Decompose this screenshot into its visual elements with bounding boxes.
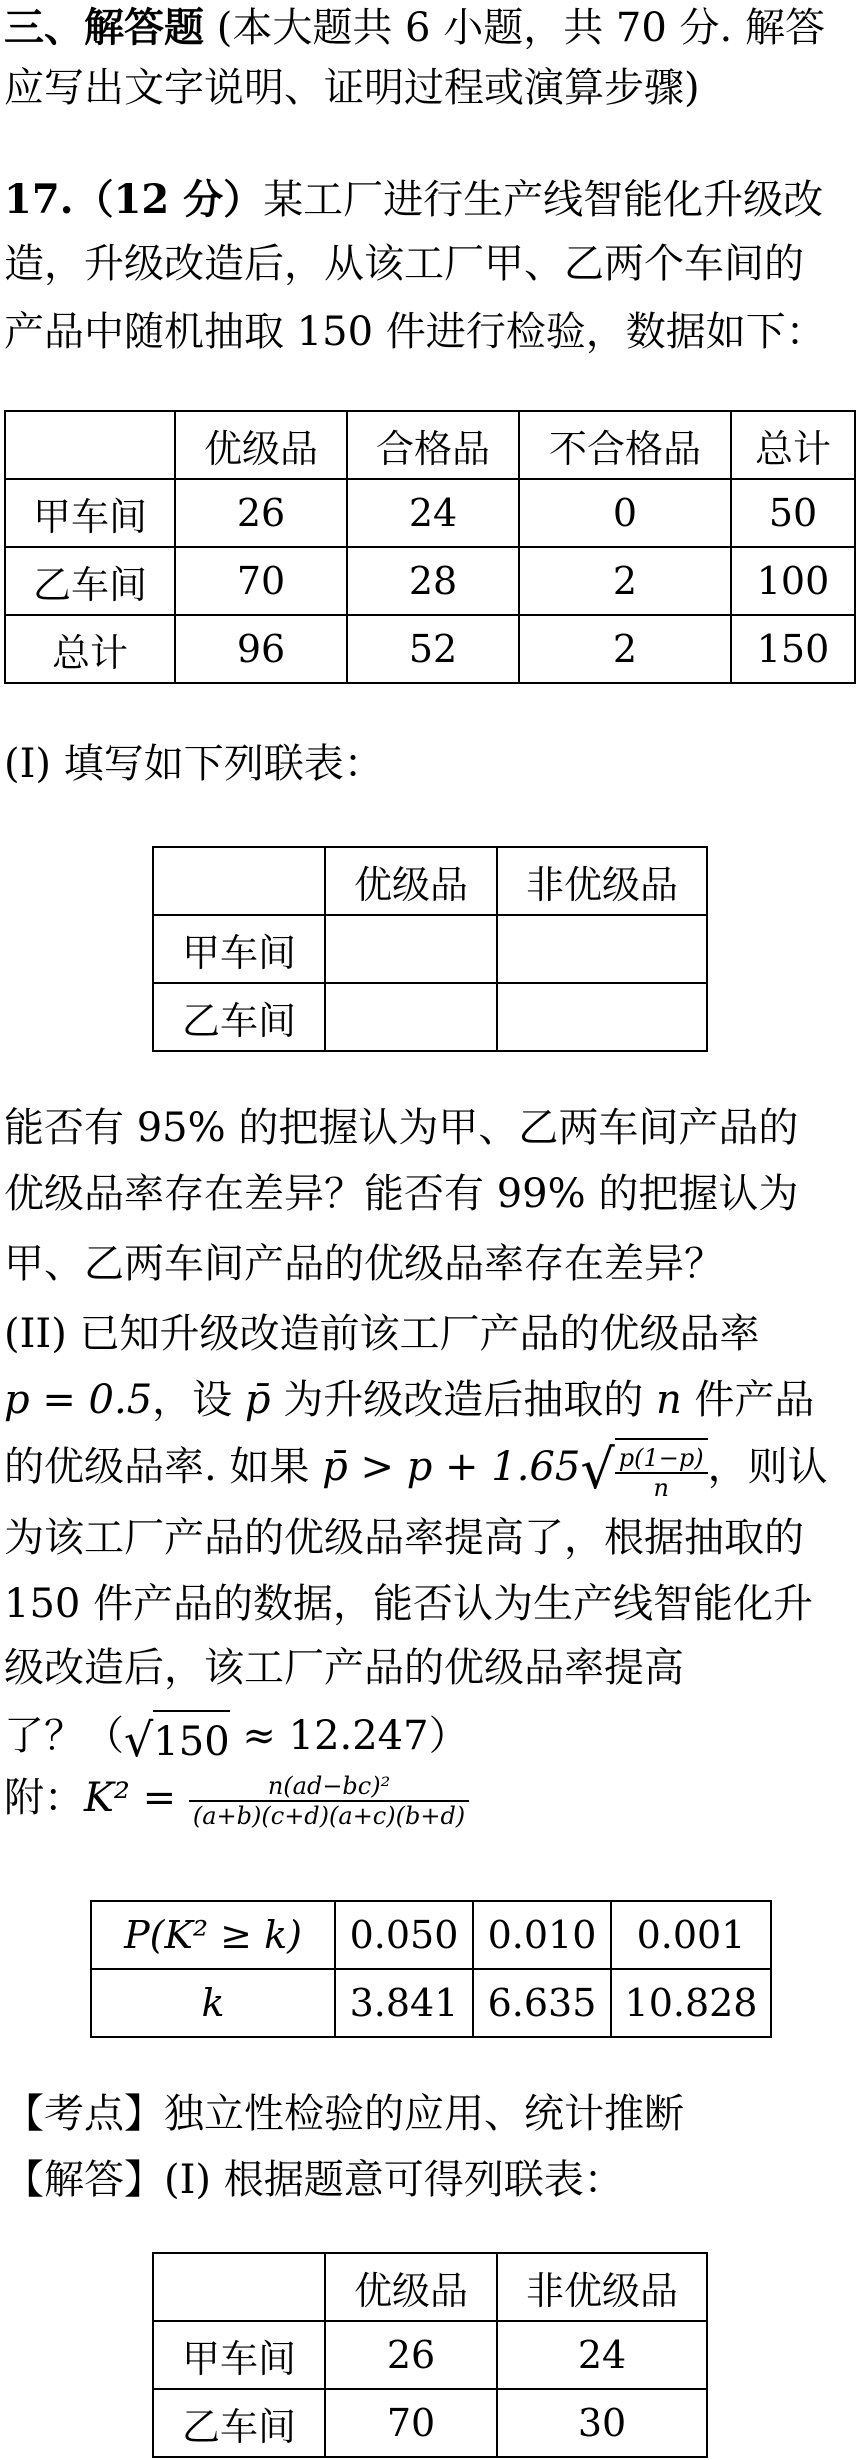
table-row [5,615,855,683]
fraction [615,1444,708,1502]
problem-line-3: 产品中随机抽取 150 件进行检验，数据如下： [4,309,826,355]
question-line-2: 优级品率存在差异？能否有 99% 的把握认为 [4,1171,799,1217]
question-line-3: 甲、乙两车间产品的优级品率存在差异？ [4,1241,724,1287]
table-cell: 0 [519,479,731,547]
table-row [91,1969,771,2037]
table-row [153,915,707,983]
sqrt-radicand: 150 [153,1710,229,1770]
table-cell: 10.828 [611,1969,771,2037]
problem-line-1 [4,172,823,228]
table-cell: 乙车间 [153,2389,325,2457]
problem-points: （12 分） [73,176,264,223]
table-cell: 24 [347,479,519,547]
table-cell [153,847,325,915]
text-span: 的优级品率. 如果 [4,1444,323,1490]
part2-line-2 [4,1372,814,1428]
blank-cell [497,983,707,1051]
table-cell: 2 [519,547,731,615]
table-cell: 150 [731,615,855,683]
math-symbol: n [655,1377,682,1423]
table-cell: 甲车间 [153,2321,325,2389]
table-cell: 100 [731,547,855,615]
table-header-row [153,847,707,915]
blank-cell [497,915,707,983]
text-span: 为升级改造后抽取的 [270,1377,656,1423]
formula-lhs: K² = [84,1775,189,1821]
table-cell: 50 [731,479,855,547]
table-row [5,479,855,547]
section-title: 三、解答题 [4,4,204,51]
math-expression: p̄ > p + 1.65 [322,1444,581,1490]
text-span: ，则认 [707,1444,828,1490]
part2-line-6: 级改造后，该工厂产品的优级品率提高 [4,1645,684,1691]
table-cell: 30 [497,2389,707,2457]
table-header-row [5,411,855,479]
sqrt-expression [124,1709,230,1770]
part2-line-3 [4,1438,828,1502]
table-header: 优级品 [325,847,497,915]
table-cell: 70 [175,547,347,615]
radical-sign: √ [124,1712,154,1767]
table-header: P(K² ≥ k) [91,1901,335,1969]
table-header: 不合格品 [519,411,731,479]
table-header: 非优级品 [497,2253,707,2321]
appendix-formula [4,1770,469,1830]
text-span: ≈ 12.247） [229,1713,469,1759]
text-span: 件产品 [681,1377,815,1423]
table-header: 优级品 [325,2253,497,2321]
sqrt-body [615,1438,708,1502]
blank-contingency-table [152,846,708,1052]
table-cell: 2 [519,615,731,683]
problem-number: 17. [4,176,74,223]
math-symbol: p̄ [244,1377,271,1423]
math-expression: p = 0.5 [4,1377,153,1423]
fraction-numerator: n(ad−bc)² [189,1772,469,1802]
table-header-row [153,2253,707,2321]
table-cell: 26 [175,479,347,547]
table-cell: 乙车间 [5,547,175,615]
answer-contingency-table [152,2252,708,2458]
table-header: k [91,1969,335,2037]
fraction-denominator: (a+b)(c+d)(a+c)(b+d) [192,1802,466,1830]
table-cell: 96 [175,615,347,683]
data-table [4,410,856,684]
table-cell: 70 [325,2389,497,2457]
table-cell [153,2253,325,2321]
table-cell: 28 [347,547,519,615]
blank-cell [325,915,497,983]
table-cell: 24 [497,2321,707,2389]
problem-text: 某工厂进行生产线智能化升级改 [263,177,824,223]
table-row [5,547,855,615]
fraction-numerator: p(1−p) [615,1444,708,1474]
table-row [91,1901,771,1969]
table-cell: 甲车间 [5,479,175,547]
sqrt-expression [580,1438,707,1502]
part2-line-1: (II) 已知升级改造前该工厂产品的优级品率 [4,1311,760,1357]
blank-cell [325,983,497,1051]
table-cell: 0.050 [335,1901,473,1969]
table-row [153,2321,707,2389]
table-row [153,983,707,1051]
table-cell: 总计 [5,615,175,683]
section-desc: (本大题共 6 小题，共 70 分. 解答 [204,5,825,51]
appendix-label: 附： [4,1775,84,1821]
fraction [189,1772,469,1830]
table-cell: 3.841 [335,1969,473,2037]
table-cell: 乙车间 [153,983,325,1051]
table-row [153,2389,707,2457]
part1-prompt: (I) 填写如下列联表： [4,741,384,787]
table-cell: 52 [347,615,519,683]
fraction-denominator: n [653,1474,669,1502]
table-header: 优级品 [175,411,347,479]
table-cell [5,411,175,479]
table-header: 合格品 [347,411,519,479]
table-cell: 6.635 [473,1969,611,2037]
jieda-line: 【解答】(I) 根据题意可得列联表： [4,2157,624,2203]
table-header: 总计 [731,411,855,479]
section-header-line-1 [4,0,825,56]
question-line-1: 能否有 95% 的把握认为甲、乙两车间产品的 [4,1105,799,1151]
kaodian-line: 【考点】独立性检验的应用、统计推断 [4,2091,684,2137]
table-cell: 26 [325,2321,497,2389]
text-span: 了？（ [4,1713,124,1759]
radical-sign: √ [580,1438,615,1501]
part2-line-5: 150 件产品的数据，能否认为生产线智能化升 [4,1581,814,1627]
section-header-line-2: 应写出文字说明、证明过程或演算步骤) [4,65,700,111]
problem-line-2: 造，升级改造后，从该工厂甲、乙两个车间的 [4,241,804,287]
text-span: ，设 [152,1377,245,1423]
part2-line-4: 为该工厂产品的优级品率提高了，根据抽取的 [4,1515,804,1561]
part2-line-7 [4,1708,469,1770]
table-header: 非优级品 [497,847,707,915]
table-cell: 0.001 [611,1901,771,1969]
table-cell: 0.010 [473,1901,611,1969]
critical-value-table [90,1900,772,2038]
table-cell: 甲车间 [153,915,325,983]
